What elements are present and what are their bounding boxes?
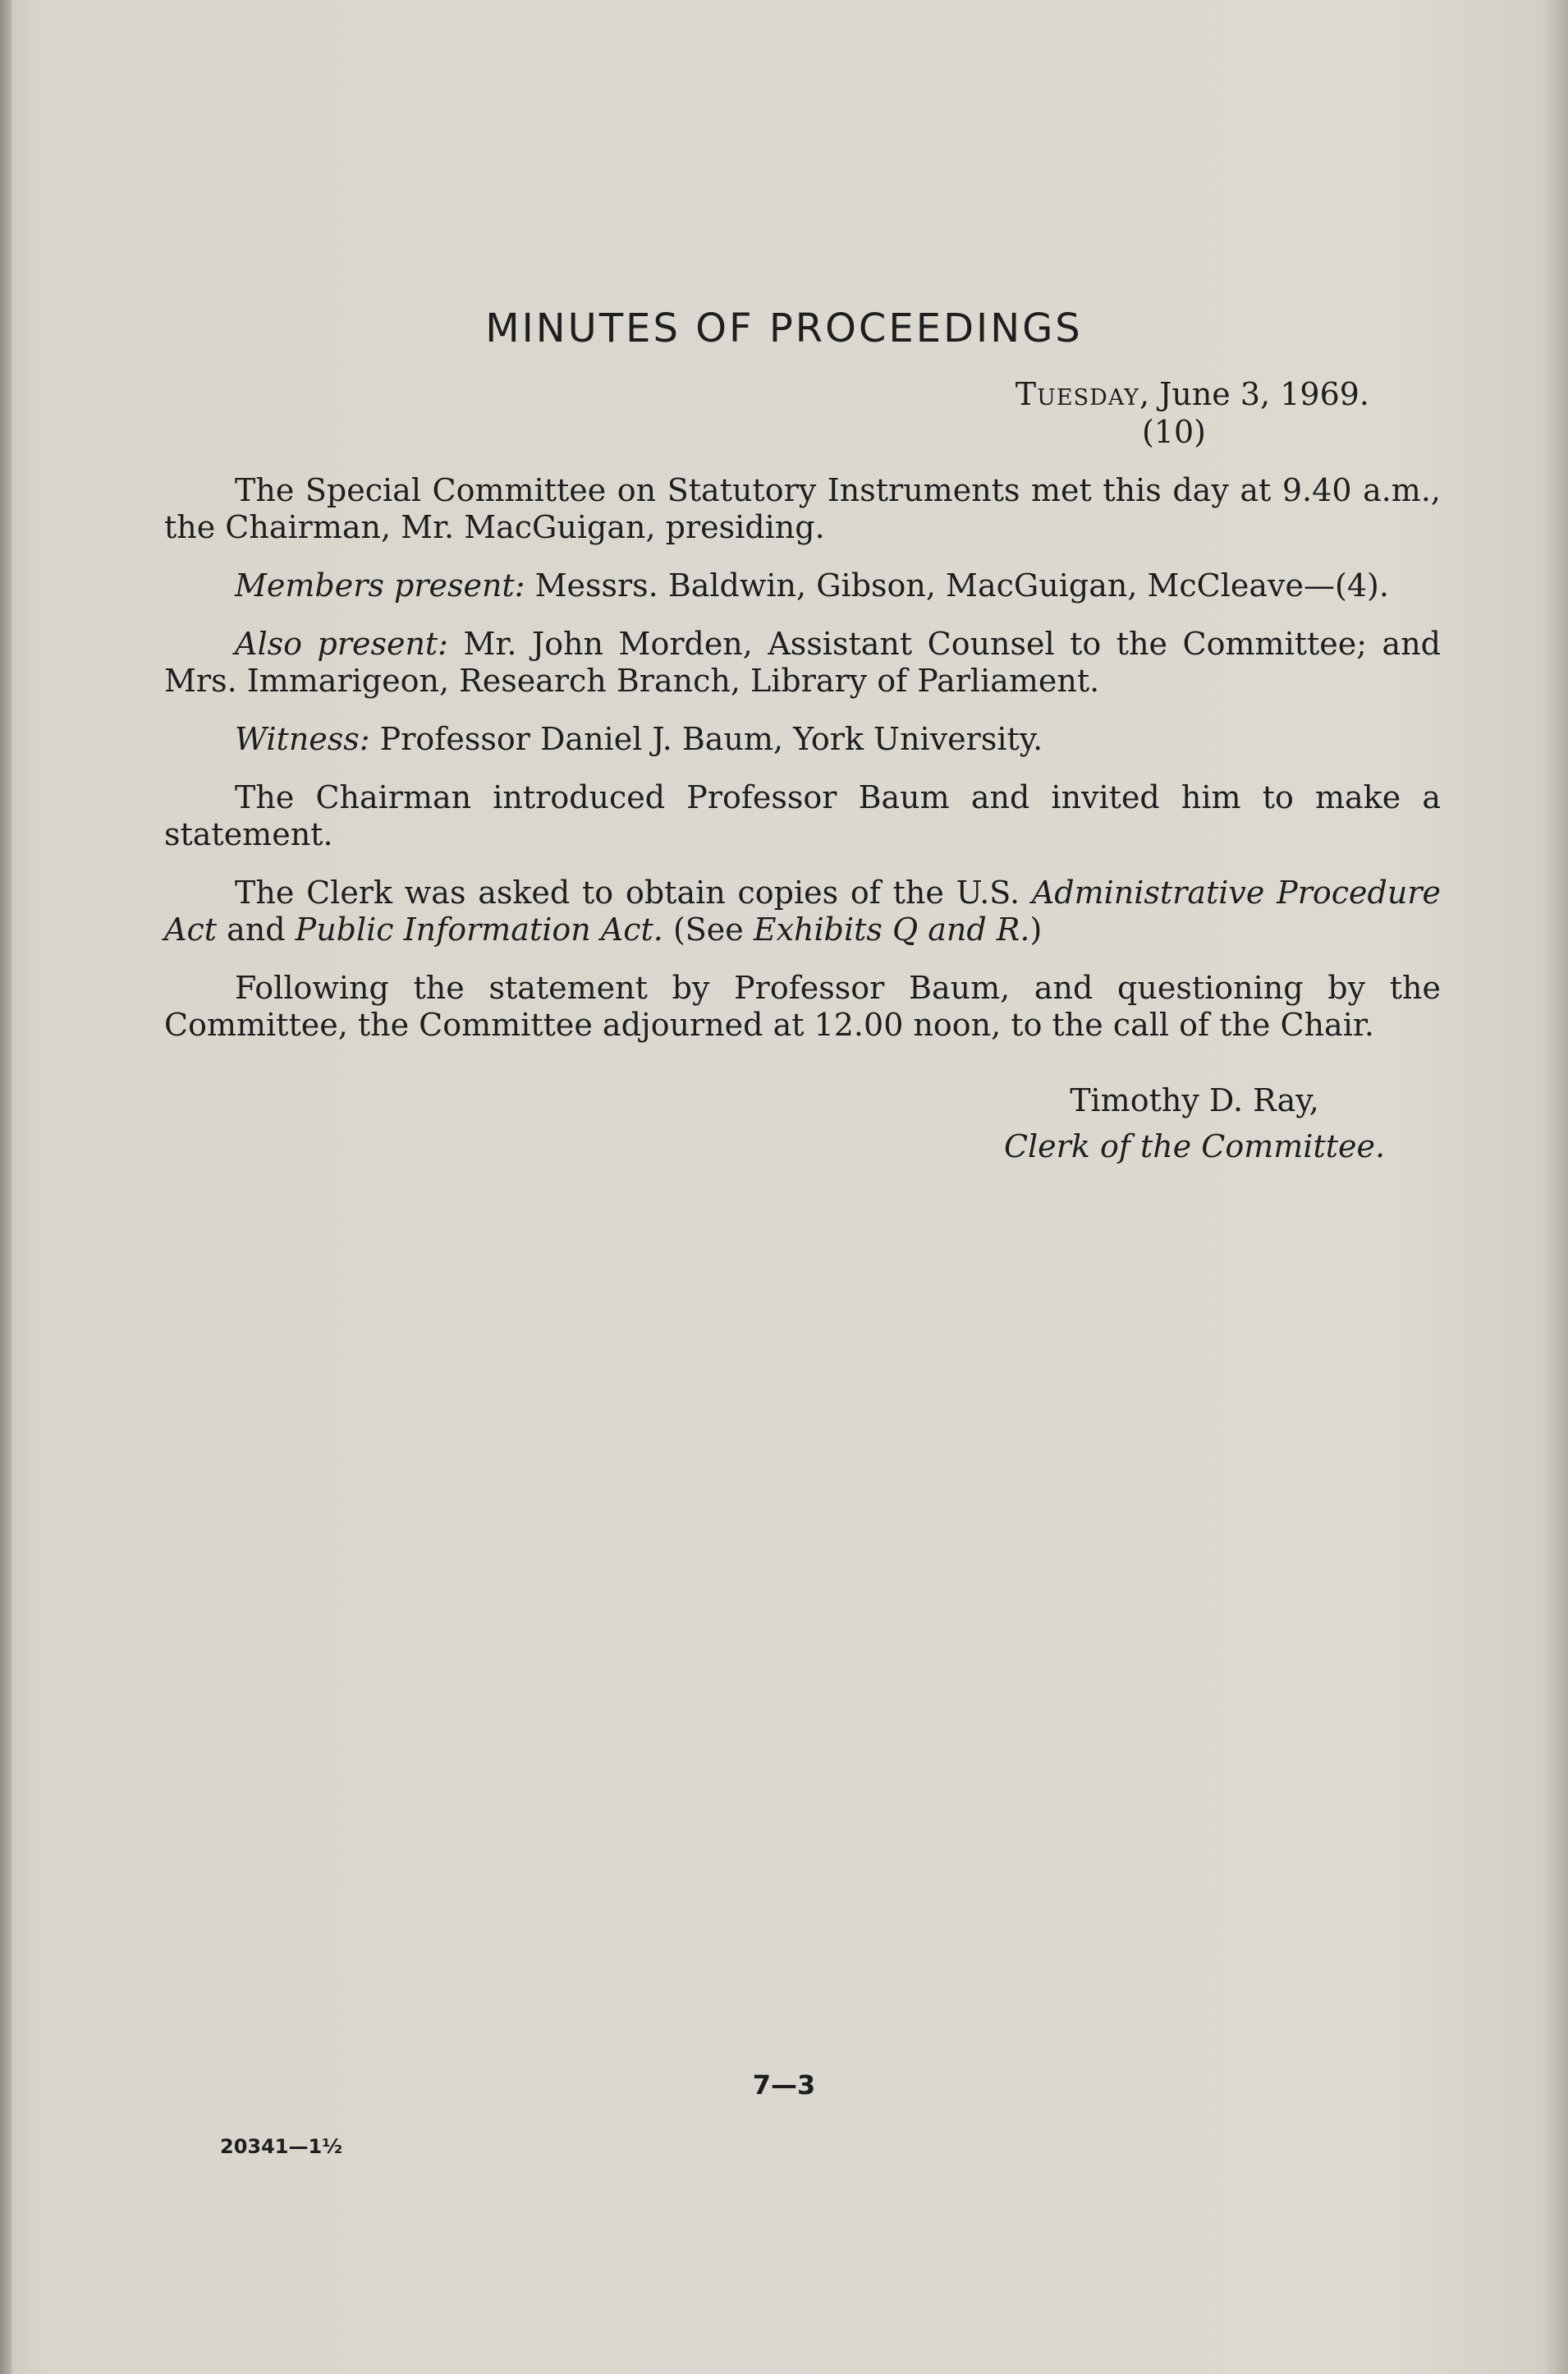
act-title-2: Public Information Act. xyxy=(295,911,663,948)
signature-block xyxy=(981,1077,1408,1169)
clerk-request-paragraph xyxy=(164,875,1441,948)
also-present-paragraph xyxy=(164,626,1441,700)
adjournment-paragraph: Following the statement by Professor Baum, and questioning by the Committee, the Committee adjourned at 12.00 noon, to the call of the Chair. xyxy=(164,970,1441,1043)
clerk-request-text-a: The Clerk was asked to obtain copies of the U.S. xyxy=(235,875,1032,911)
opening-paragraph: The Special Committee on Statutory Instruments met this day at 9.40 a.m., the Chairman, Mr. MacGuigan, presiding. xyxy=(164,472,1441,545)
clerk-role: Clerk of the Committee. xyxy=(1003,1128,1386,1164)
print-code: 20341—1½ xyxy=(220,2135,343,2158)
also-present-label: Also present: xyxy=(235,626,448,662)
exhibits-reference: Exhibits Q and R. xyxy=(753,911,1030,948)
page-title: MINUTES OF PROCEEDINGS xyxy=(485,305,1083,352)
meeting-date-rest: , June 3, 1969. xyxy=(1139,376,1369,412)
meeting-date xyxy=(1016,376,1369,412)
witness-paragraph xyxy=(164,721,1441,758)
clerk-request-text-c: (See xyxy=(663,911,754,948)
clerk-name: Timothy D. Ray, xyxy=(1070,1082,1319,1118)
clerk-request-text-b: and xyxy=(217,911,296,948)
clerk-request-text-d: ) xyxy=(1029,911,1043,948)
page-edge-shadow xyxy=(1543,0,1568,2374)
sitting-number: (10) xyxy=(1141,414,1206,450)
also-present-text: Mr. John Morden, Assistant Counsel to the Committee; and Mrs. Immarigeon, Research Branch, Library of Parliament. xyxy=(164,626,1441,699)
meeting-day: Tuesday xyxy=(1015,376,1139,412)
book-spine-shadow xyxy=(0,0,11,2374)
members-present-text: Messrs. Baldwin, Gibson, MacGuigan, McCleave—(4). xyxy=(525,567,1389,604)
introduction-paragraph: The Chairman introduced Professor Baum and invited him to make a statement. xyxy=(164,779,1441,852)
witness-text: Professor Daniel J. Baum, York University. xyxy=(369,721,1043,757)
members-present-paragraph xyxy=(164,567,1441,604)
act-title-1: Administrative Procedure Act xyxy=(164,875,1441,948)
members-present-label: Members present: xyxy=(235,567,525,604)
witness-label: Witness: xyxy=(235,721,370,757)
minutes-body xyxy=(164,472,1441,1065)
page-number: 7—3 xyxy=(752,2069,816,2101)
